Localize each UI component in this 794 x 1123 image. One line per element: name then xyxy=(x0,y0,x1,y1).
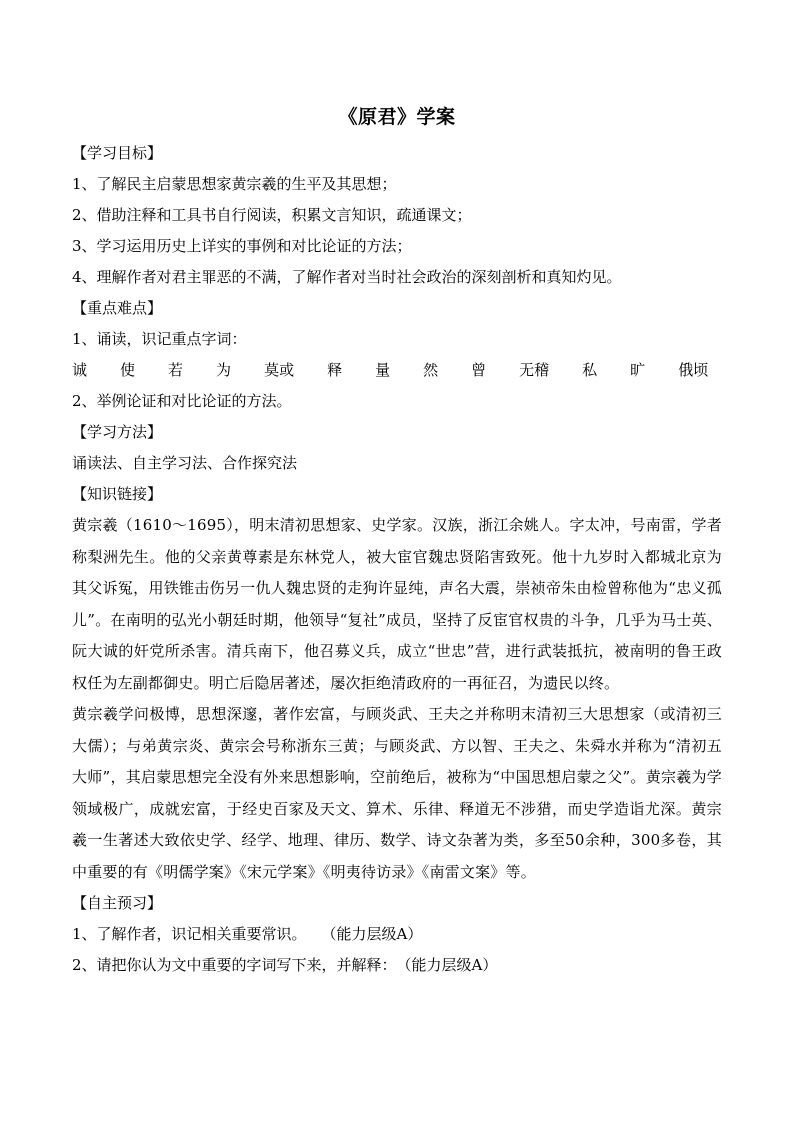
key-character: 使 xyxy=(120,361,136,379)
section-learning-goals xyxy=(72,138,722,293)
key-character: 量 xyxy=(375,361,391,379)
key-character: 为 xyxy=(216,361,232,379)
key-character: 若 xyxy=(168,361,184,379)
document-page xyxy=(72,100,722,981)
biography-paragraph: 黄宗羲（1610～1695），明末清初思想家、史学家。汉族，浙江余姚人。字太冲，号南雷，学者称梨洲先生。他的父亲黄尊素是东林党人，被大宦官魏忠贤陷害致死。他十九岁时入都城北京为其父诉冤，用铁锥击伤另一仇人魏忠贤的走狗许显纯，声名大震，崇祯帝朱由检曾称他为“忠义孤儿”。在南明的弘光小朝廷时期，他领导“复社”成员，坚持了反宦官权贵的斗争，几乎为马士英、阮大诚的奸党所杀害。清兵南下，他召募义兵，成立“世忠”营，进行武装抵抗，被南明的鲁王政权任为左副都御史。明亡后隐居著述，屡次拒绝清政府的一再征召，为遗民以终。 xyxy=(72,516,722,692)
goal-item: 1、了解民主启蒙思想家黄宗羲的生平及其思想； xyxy=(72,175,397,193)
key-character: 旷 xyxy=(630,361,646,379)
section-key-points xyxy=(72,293,722,417)
methods-text: 诵读法、自主学习法、合作探究法 xyxy=(72,454,298,472)
preview-item: 2、请把你认为文中重要的字词写下来，并解释： （能力层级A） xyxy=(72,956,498,974)
goal-item: 4、理解作者对君主罪恶的不满，了解作者对当时社会政治的深刻剖析和真知灼见。 xyxy=(72,268,622,286)
goal-item: 2、借助注释和工具书自行阅读，积累文言知识，疏通课文； xyxy=(72,206,472,224)
key-point-item: 2、举例论证和对比论证的方法。 xyxy=(72,392,292,410)
section-heading: 【学习目标】 xyxy=(72,144,163,162)
key-character: 俄顷 xyxy=(678,361,709,379)
key-character: 曾 xyxy=(471,361,487,379)
section-heading: 【知识链接】 xyxy=(72,485,163,503)
key-character: 释 xyxy=(327,361,343,379)
section-heading: 【重点难点】 xyxy=(72,299,163,317)
section-knowledge-link xyxy=(72,479,722,888)
scholarship-paragraph: 黄宗羲学问极博，思想深邃，著作宏富，与顾炎武、王夫之并称明末清初三大思想家（或清初三大儒）；与弟黄宗炎、黄宗会号称浙东三黄；与顾炎武、方以智、王夫之、朱舜水并称为“清初五大师”，其启蒙思想完全没有外来思想影响，空前绝后，被称为“中国思想启蒙之父”。黄宗羲为学领域极广，成就宏富，于经史百家及天文、算术、乐律、释道无不涉猎，而史学造诣尤深。黄宗羲一生著述大致依史学、经学、地理、律历、数学、诗文杂著为类，多至50余种，300多卷，其中重要的有《明儒学案》《宋元学案》《明夷待访录》《南雷文案》等。 xyxy=(72,705,722,881)
key-character: 诚 xyxy=(72,361,88,379)
key-character: 私 xyxy=(582,361,598,379)
key-characters-row xyxy=(72,355,722,386)
key-character: 莫或 xyxy=(264,361,295,379)
document-title: 《原君》学案 xyxy=(338,106,456,128)
goal-item: 3、学习运用历史上详实的事例和对比论证的方法； xyxy=(72,237,412,255)
key-character: 无稽 xyxy=(519,361,550,379)
key-character: 然 xyxy=(423,361,439,379)
preview-item: 1、了解作者，识记相关重要常识。 （能力层级A） xyxy=(72,925,423,943)
section-learning-methods xyxy=(72,417,722,479)
section-self-preview xyxy=(72,888,722,981)
section-heading: 【自主预习】 xyxy=(72,894,163,912)
section-heading: 【学习方法】 xyxy=(72,423,163,441)
key-point-item: 1、诵读，识记重点字词： xyxy=(72,330,247,348)
